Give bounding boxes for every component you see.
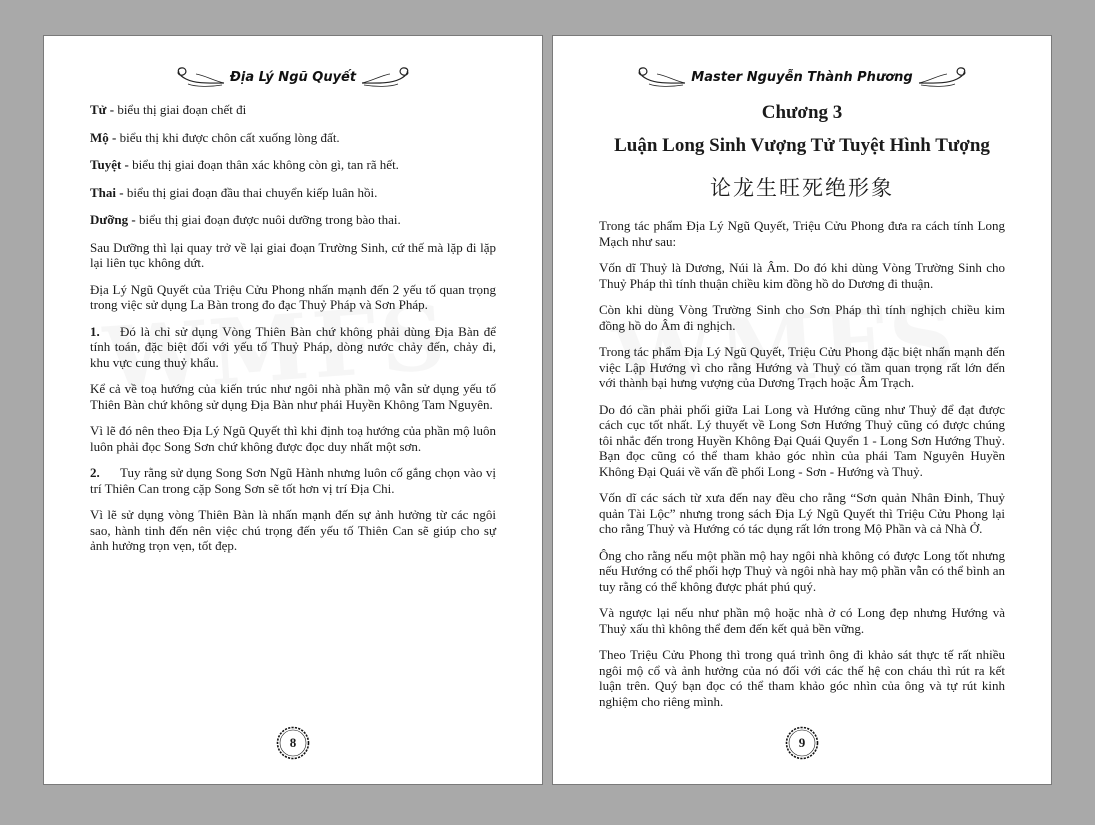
right-header-title: Master Nguyễn Thành Phương <box>691 69 913 85</box>
right-body-text <box>599 218 1005 720</box>
left-body-text <box>90 102 496 565</box>
chapter-chinese-title: 论龙生旺死绝形象 <box>710 176 894 200</box>
right-flourish-icon <box>917 65 977 89</box>
paragraph: Trong tác phẩm Địa Lý Ngũ Quyết, Triệu Cửu Phong đặc biệt nhấn mạnh đến việc Lập Hướng vì cho rằng Hướng và Thuỷ có tầm quan trọng rất lớn đến với thành bại hưng vượng của Dương Trạch hoặc Âm Trạch. <box>599 344 1005 390</box>
paragraph: Trong tác phẩm Địa Lý Ngũ Quyết, Triệu Cửu Phong đưa ra cách tính Long Mạch như sau: <box>599 218 1005 249</box>
right-page <box>552 35 1052 785</box>
right-running-header <box>553 62 1051 92</box>
left-header-title: Địa Lý Ngũ Quyết <box>229 69 357 85</box>
paragraph: Kể cả về toạ hướng của kiến trúc như ngôi nhà phần mộ vẫn sử dụng yếu tố Thiên Bàn chứ không sử dụng Địa Bàn như phái Huyền Không Tam Nguyên. <box>90 381 496 412</box>
left-page <box>43 35 543 785</box>
paragraph: Vì lẽ đó nên theo Địa Lý Ngũ Quyết thì khi định toạ hướng của phần mộ luôn luôn phải đọc Song Sơn chứ không được đọc duy nhất một sơn. <box>90 423 496 454</box>
paragraph: Ông cho rằng nếu một phần mộ hay ngôi nhà không có được Long tốt nhưng nếu Hướng có thể phối hợp Thuỷ và ngôi nhà hay mộ phần vẫn có thể bình an tuy rằng có thể không được phát phú quý. <box>599 547 1005 594</box>
left-running-header <box>44 62 542 92</box>
definition-duong: Dưỡng - biểu thị giai đoạn được nuôi dưỡng trong bào thai. <box>90 212 401 227</box>
definition-tu: Tử - biểu thị giai đoạn chết đi <box>90 102 247 117</box>
paragraph: Vốn dĩ Thuỷ là Dương, Núi là Âm. Do đó khi dùng Vòng Trường Sinh cho Thuỷ Pháp thì tính thuận chiều kim đồng hồ do Dương đi thuận. <box>599 260 1005 291</box>
definition-mo: Mộ - biểu thị khi được chôn cất xuống lòng đất. <box>90 129 340 145</box>
paragraph: Sau Dưỡng thì lại quay trở về lại giai đoạn Trường Sinh, cứ thế mà lặp đi lặp lại liên tục không dứt. <box>90 239 496 270</box>
left-flourish-icon <box>166 65 226 89</box>
paragraph: Do đó cần phải phối giữa Lai Long và Hướng cũng như Thuỷ để đạt được cách cục tốt nhất. Lý thuyết về Long Sơn Hướng Thuỷ cũng có được chúng tôi nhắc đến trong Huyền Không Đại Quái Quyển 1 - Long Sơn Hướng Thuỷ. Bạn đọc cũng có thể tham khảo góc nhìn của phái Tam Nguyên Huyền Không Đại Quái về vấn đề phối Long - Sơn - Hướng và Thuỷ. <box>599 401 1005 479</box>
chapter-title: Luận Long Sinh Vượng Tử Tuyệt Hình Tượng <box>614 135 990 156</box>
page-number-right: 9 <box>784 725 820 761</box>
paragraph: Còn khi dùng Vòng Trường Sinh cho Sơn Pháp thì tính nghịch chiều kim đồng hồ do Âm đi nghịch. <box>599 302 1005 333</box>
left-flourish-icon <box>627 65 687 89</box>
definition-tuyet: Tuyệt - biểu thị giai đoạn thân xác không còn gì, tan rã hết. <box>90 157 399 172</box>
numbered-item-1: 1. Đó là chỉ sử dụng Vòng Thiên Bàn chứ không phải dùng Địa Bàn để tính toán, đặc biệt đối với yếu tố Thuỷ Pháp, dòng nước chảy đến, chảy đi, khu vực cung thuỷ khẩu. <box>90 323 496 370</box>
paragraph: Vốn dĩ các sách từ xưa đến nay đều cho rằng “Sơn quản Nhân Đinh, Thuỷ quản Tài Lộc” nhưng trong sách Địa Lý Ngũ Quyết thì Triệu Cửu Phong lại cho rằng Thuỷ và Hướng có tác dụng rất lớn trong Mộ Phần và cả Nhà Ở. <box>599 490 1005 536</box>
paragraph: Địa Lý Ngũ Quyết của Triệu Cửu Phong nhấn mạnh đến 2 yếu tố quan trọng trong việc sử dụng La Bàn trong đo đạc Thuỷ Pháp và Sơn Pháp. <box>90 281 496 312</box>
definition-thai: Thai - biểu thị giai đoạn đầu thai chuyển kiếp luân hồi. <box>90 184 378 200</box>
paragraph: Theo Triệu Cửu Phong thì trong quá trình ông đi khảo sát thực tế rất nhiều ngôi mộ cổ và ảnh hưởng của nó đối với các thế hệ con cháu thì rút ra kết luận trên. Quý bạn đọc có thể tham khảo góc nhìn của ông và tự rút kinh nghiệm cho riêng mình. <box>599 647 1005 709</box>
paragraph: Vì lẽ sử dụng vòng Thiên Bàn là nhấn mạnh đến sự ảnh hưởng từ các ngôi sao, hành tinh đến nên việc chú trọng đến yếu tố Thiên Can sẽ giúp cho sự ảnh hưởng trọn vẹn, tốt đẹp. <box>90 507 496 553</box>
page-number-left: 8 <box>275 725 311 761</box>
paragraph: Và ngược lại nếu như phần mộ hoặc nhà ở có Long đẹp nhưng Hướng và Thuỷ xấu thì không thể đem đến kết quả bền vững. <box>599 605 1005 636</box>
numbered-item-2: 2. Tuy rằng sử dụng Song Sơn Ngũ Hành nhưng luôn cố gắng chọn vào vị trí Thiên Can trong cặp Song Sơn sẽ tốt hơn vị trí Địa Chi. <box>90 465 496 496</box>
right-flourish-icon <box>360 65 420 89</box>
chapter-label: Chương 3 <box>761 102 843 123</box>
